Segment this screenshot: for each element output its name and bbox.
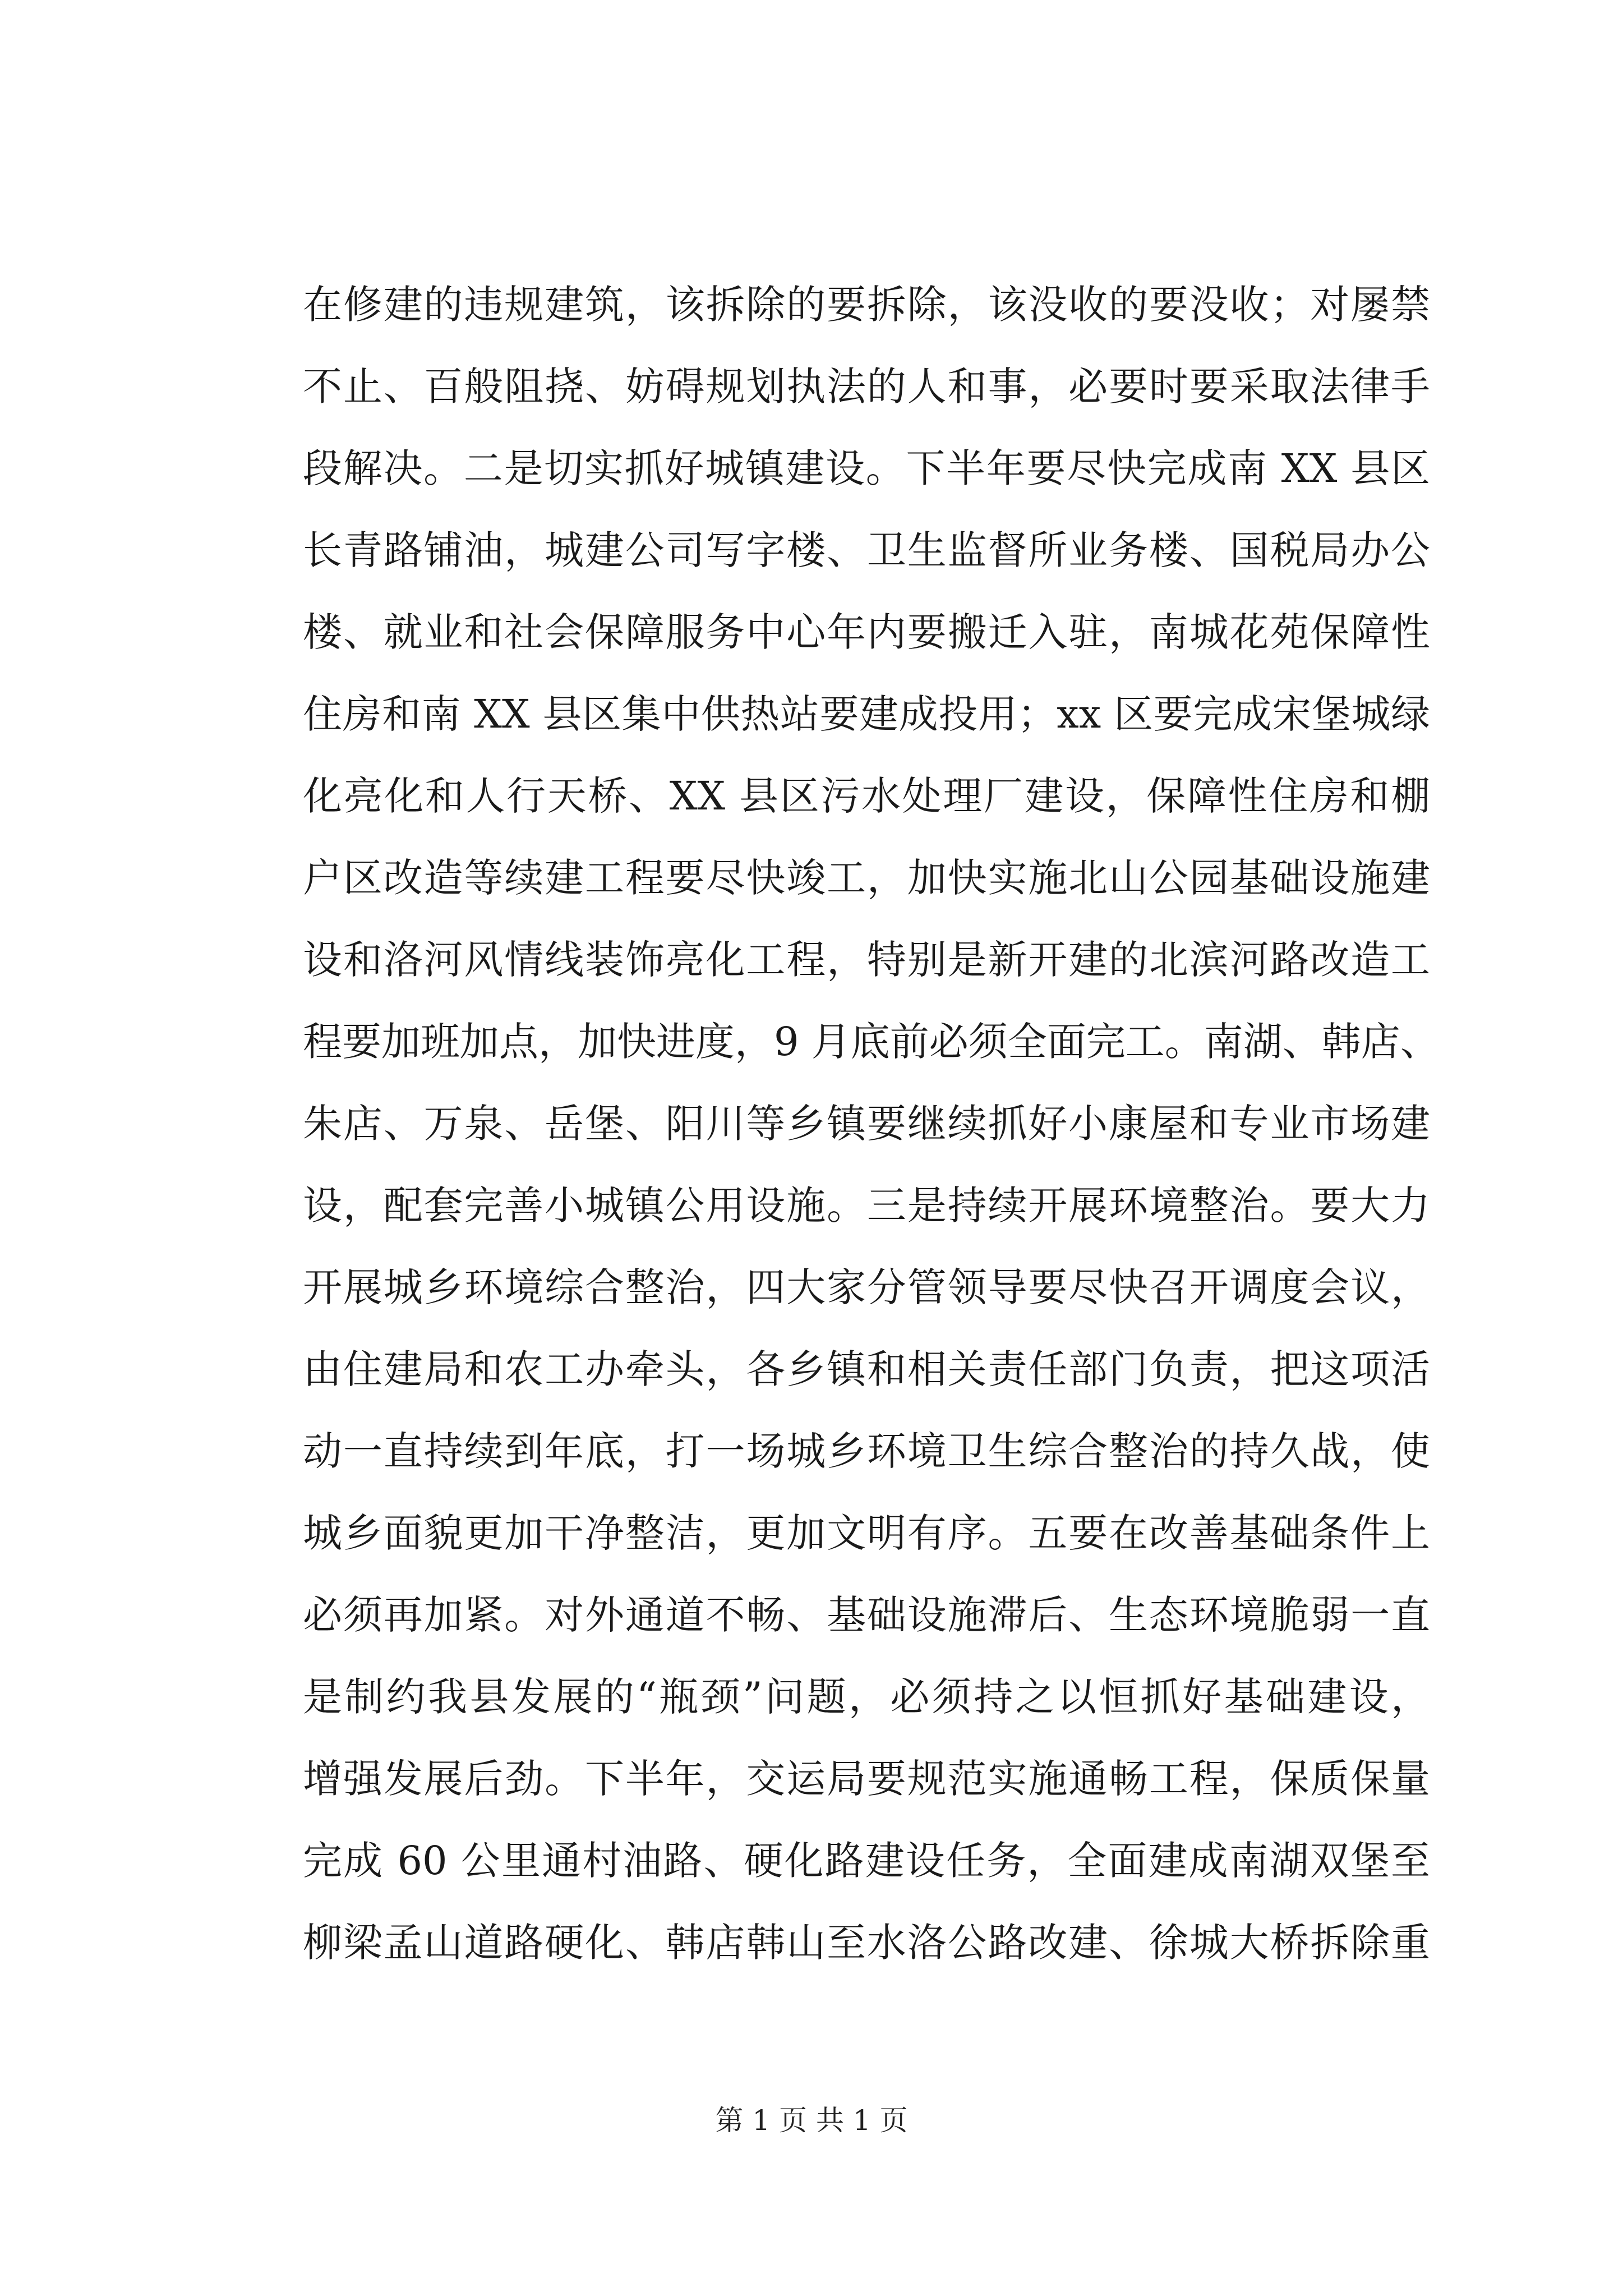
- text-line: 必须再加紧。对外通道不畅、基础设施滞后、生态环境脆弱一直: [303, 1592, 1430, 1638]
- text-line: 程要加班加点，加快进度，9 月底前必须全面完工。南湖、韩店、: [303, 1019, 1440, 1065]
- text-line: 完成 60 公里通村油路、硬化路建设任务，全面建成南湖双堡至: [303, 1838, 1430, 1884]
- text-line: 化亮化和人行天桥、XX 县区污水处理厂建设，保障性住房和棚: [303, 773, 1430, 819]
- text-line: 是制约我县发展的“瓶颈”问题，必须持之以恒抓好基础建设，: [303, 1674, 1430, 1720]
- text-line: 楼、就业和社会保障服务中心年内要搬迁入驻，南城花苑保障性: [303, 609, 1430, 655]
- text-line: 城乡面貌更加干净整洁，更加文明有序。五要在改善基础条件上: [303, 1510, 1430, 1556]
- page-footer: 第 1 页 共 1 页: [715, 2104, 908, 2137]
- text-line: 不止、百般阻挠、妨碍规划执法的人和事，必要时要采取法律手: [303, 364, 1430, 409]
- text-line: 段解决。二是切实抓好城镇建设。下半年要尽快完成南 XX 县区: [303, 445, 1430, 491]
- text-line: 户区改造等续建工程要尽快竣工，加快实施北山公园基础设施建: [303, 855, 1430, 901]
- text-line: 长青路铺油，城建公司写字楼、卫生监督所业务楼、国税局办公: [303, 527, 1430, 573]
- text-line: 设和洛河风情线装饰亮化工程，特别是新开建的北滨河路改造工: [303, 937, 1430, 983]
- text-line: 开展城乡环境综合整治，四大家分管领导要尽快召开调度会议，: [303, 1264, 1430, 1310]
- text-line: 朱店、万泉、岳堡、阳川等乡镇要继续抓好小康屋和专业市场建: [303, 1101, 1430, 1147]
- text-line: 住房和南 XX 县区集中供热站要建成投用；xx 区要完成宋堡城绿: [303, 691, 1430, 737]
- text-line: 动一直持续到年底，打一场城乡环境卫生综合整治的持久战，使: [303, 1428, 1430, 1474]
- text-line: 由住建局和农工办牵头，各乡镇和相关责任部门负责，把这项活: [303, 1346, 1430, 1392]
- text-line: 增强发展后劲。下半年，交运局要规范实施通畅工程，保质保量: [303, 1756, 1430, 1802]
- text-line: 在修建的违规建筑，该拆除的要拆除，该没收的要没收；对屡禁: [303, 282, 1430, 328]
- document-body: [303, 264, 1440, 1984]
- text-line: 设，配套完善小城镇公用设施。三是持续开展环境整治。要大力: [303, 1182, 1430, 1228]
- text-line: 柳梁孟山道路硬化、韩店韩山至水洛公路改建、徐城大桥拆除重: [303, 1920, 1430, 1966]
